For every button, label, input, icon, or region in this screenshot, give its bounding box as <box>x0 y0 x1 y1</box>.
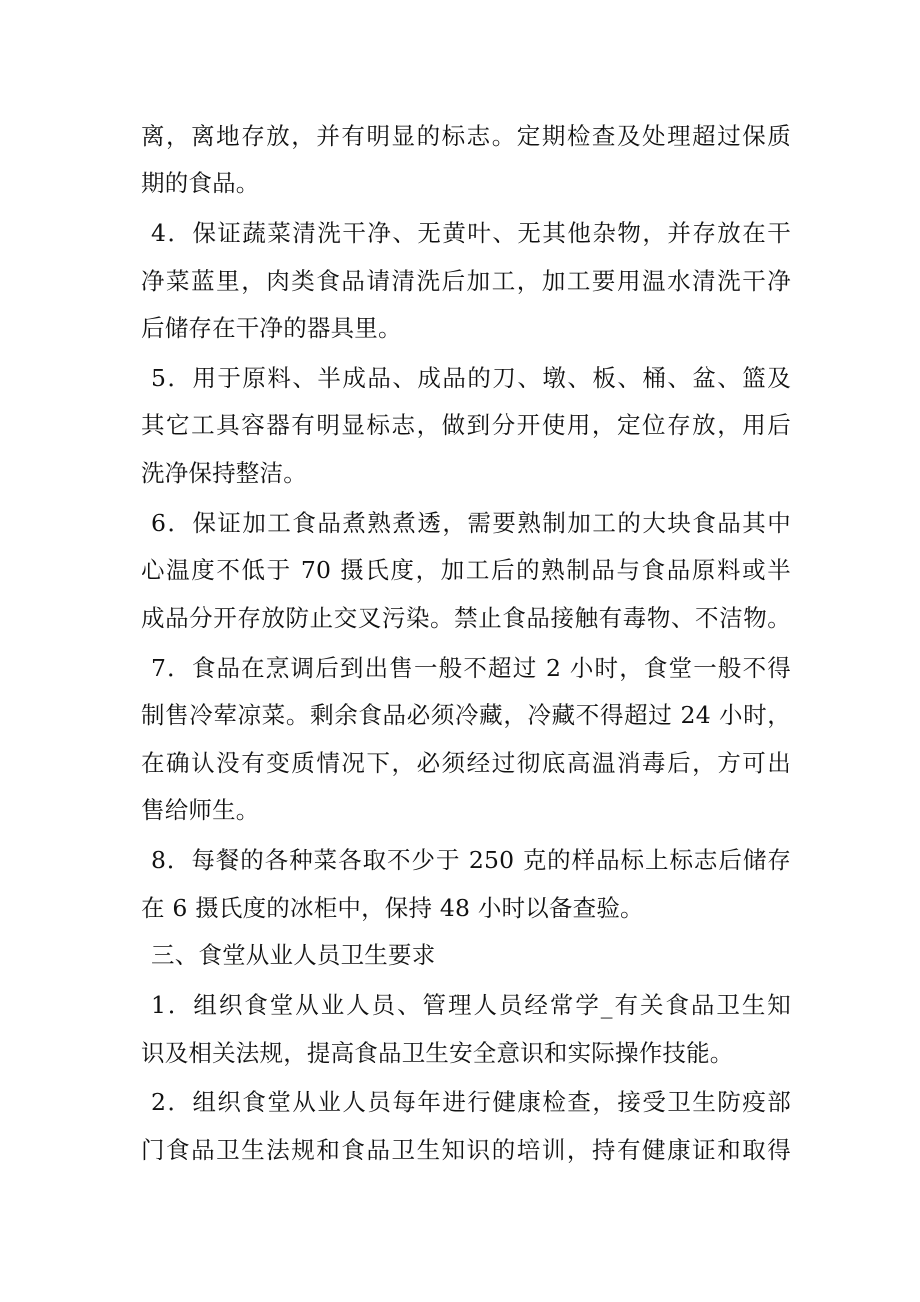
text-line: 成品分开存放防止交叉污染。禁止食品接触有毒物、不洁物。 <box>141 604 791 632</box>
text-line: 7．食品在烹调后到出售一般不超过 2 小时，食堂一般不得 <box>151 654 791 682</box>
text-line: 后储存在干净的器具里。 <box>141 314 402 342</box>
text-line: 6．保证加工食品煮熟煮透，需要熟制加工的大块食品其中 <box>151 509 791 537</box>
text-line: 洗净保持整洁。 <box>141 459 307 487</box>
section-heading: 三、食堂从业人员卫生要求 <box>151 941 436 969</box>
text-line: 售给师生。 <box>141 796 260 824</box>
text-line: 识及相关法规，提高食品卫生安全意识和实际操作技能。 <box>141 1039 734 1067</box>
text-line: 2．组织食堂从业人员每年进行健康检查，接受卫生防疫部 <box>151 1088 791 1116</box>
text-line: 净菜蓝里，肉类食品请清洗后加工，加工要用温水清洗干净 <box>141 267 791 295</box>
text-line: 制售冷荤凉菜。剩余食品必须冷藏，冷藏不得超过 24 小时， <box>141 701 791 729</box>
text-line: 1．组织食堂从业人员、管理人员经常学_有关食品卫生知 <box>151 991 791 1019</box>
text-line: 心温度不低于 70 摄氏度，加工后的熟制品与食品原料或半 <box>141 556 791 584</box>
text-line: 8．每餐的各种菜各取不少于 250 克的样品标上标志后储存 <box>151 846 791 874</box>
text-line: 在 6 摄氏度的冰柜中，保持 48 小时以备查验。 <box>141 894 644 922</box>
text-line: 期的食品。 <box>141 169 260 197</box>
text-line: 门食品卫生法规和食品卫生知识的培训，持有健康证和取得 <box>141 1136 791 1164</box>
text-line: 5．用于原料、半成品、成品的刀、墩、板、桶、盆、篮及 <box>151 364 791 392</box>
text-line: 4．保证蔬菜清洗干净、无黄叶、无其他杂物，并存放在干 <box>151 219 791 247</box>
text-line: 其它工具容器有明显标志，做到分开使用，定位存放，用后 <box>141 411 791 439</box>
text-line: 离，离地存放，并有明显的标志。定期检查及处理超过保质 <box>141 122 791 150</box>
text-line: 在确认没有变质情况下，必须经过彻底高温消毒后，方可出 <box>141 749 791 777</box>
